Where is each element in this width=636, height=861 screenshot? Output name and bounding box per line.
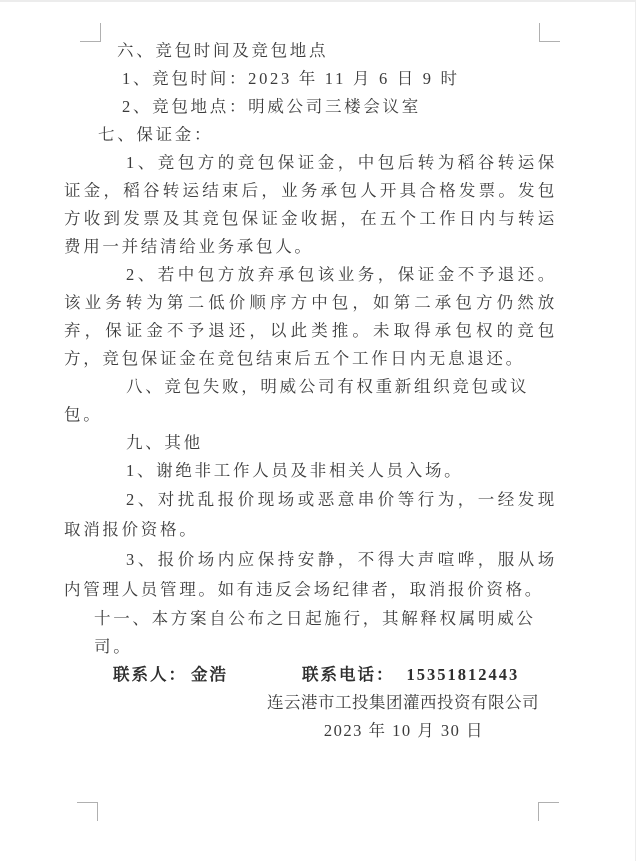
crop-mark-bottom-right [538, 802, 559, 821]
heading-section-nine: 九、其他 [126, 433, 203, 452]
para-other-1: 1、谢绝非工作人员及非相关人员入场。 [126, 461, 464, 480]
para-deposit-2: 2、若中包方放弃承包该业务，保证金不予退还。该业务转为第二低价顺序方中包，如第二承包方仍然放弃，保证金不予退还，以此类推。未取得承包权的竞包方，竞包保证金在竞包结束后五个工作日内无息退还。 [64, 265, 557, 368]
contact-phone-number: 15351812443 [406, 665, 520, 684]
item-bid-time: 1、竞包时间：2023 年 11 月 6 日 9 时 [122, 69, 460, 88]
crop-mark-top-left [80, 23, 101, 42]
item-bid-location: 2、竞包地点：明威公司三楼会议室 [122, 97, 421, 116]
signature-date: 2023 年 10 月 30 日 [323, 721, 484, 740]
para-deposit-1: 1、竞包方的竞包保证金，中包后转为稻谷转运保证金，稻谷转运结束后，业务承包人开具合格发票。发包方收到发票及其竞包保证金收据，在五个工作日内与转运费用一并结清给业务承包人。 [64, 153, 557, 256]
contact-phone-label: 联系电话： [302, 665, 395, 684]
contact-person-name: 金浩 [191, 665, 228, 684]
heading-section-seven: 七、保证金： [98, 125, 214, 144]
para-other-2: 2、对扰乱报价现场或恶意串价等行为，一经发现取消报价资格。 [64, 490, 557, 539]
contact-person-label: 联系人： [113, 665, 187, 684]
contact-row [64, 661, 557, 689]
para-section-eight: 八、竞包失败，明威公司有权重新组织竞包或议包。 [64, 377, 530, 424]
crop-mark-bottom-left [77, 802, 98, 821]
para-section-eleven: 十一、本方案自公布之日起施行，其解释权属明威公司。 [94, 609, 536, 656]
heading-section-six: 六、竞包时间及竞包地点 [117, 41, 329, 60]
signature-company: 连云港市工投集团灌西投资有限公司 [267, 693, 539, 712]
para-other-3: 3、报价场内应保持安静，不得大声喧哗，服从场内管理人员管理。如有违反会场纪律者，取消报价资格。 [64, 550, 557, 599]
crop-mark-top-right [539, 23, 560, 42]
document-body [0, 2, 635, 745]
